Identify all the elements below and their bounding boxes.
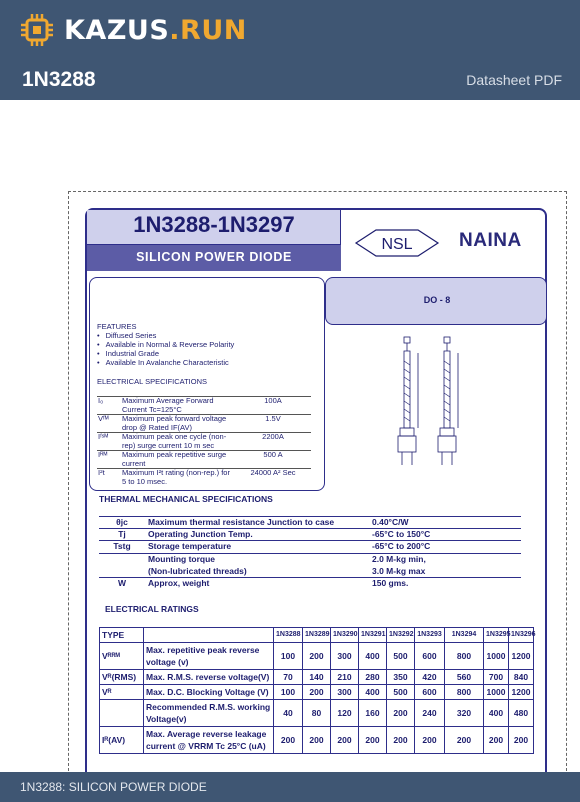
table-row: θjc Maximum thermal resistance Junction to case 0.40°C/W: [99, 517, 521, 529]
features-heading: FEATURES: [97, 322, 137, 331]
table-row: Iᴿ(AV) Max. Average reverse leakage current @ VRRM Tc 25°C (uA) 200 200 200 200 200 200 200 200 200: [100, 727, 534, 754]
table-row: Tstg Storage temperature -65°C to 200°C: [99, 541, 521, 553]
ratings-header-row: TYPE 1N3288 1N3289 1N3290 1N3291 1N3292 1N3293 1N3294 1N3295 1N3296: [100, 628, 534, 643]
ratings-table: [99, 627, 534, 754]
datasheet-label: Datasheet PDF: [466, 72, 562, 88]
table-row: Mounting torque 2.0 M-kg min,: [99, 553, 521, 565]
package-drawing: [390, 333, 480, 483]
feature-item: • Available In Avalanche Characteristic: [97, 358, 234, 367]
elec-spec-heading: ELECTRICAL SPECIFICATIONS: [97, 377, 208, 386]
features-list: [97, 331, 234, 367]
doc-subtitle: SILICON POWER DIODE: [136, 250, 292, 264]
site-logo[interactable]: [20, 12, 247, 48]
thermal-heading: THERMAL MECHANICAL SPECIFICATIONS: [99, 494, 273, 504]
table-row: (Non-lubricated threads) 3.0 M-kg max: [148, 565, 426, 576]
thermal-table: [99, 516, 521, 590]
nsl-logo: [354, 228, 440, 258]
table-row: Vᴿᴿᴹ Max. repetitive peak reverse voltage (v) 100 200 300 400 500 600 800 1000 1200: [100, 643, 534, 670]
table-row: Tj Operating Junction Temp. -65°C to 150°C: [99, 529, 521, 541]
table-row: W Approx, weight 150 gms.: [99, 577, 521, 589]
subtitle-box: [87, 245, 341, 271]
footer-bar: [0, 772, 580, 802]
table-row: Vᶠᴹ Maximum peak forward voltage drop @ Rated IF(AV) 1.5V: [97, 415, 311, 433]
part-range: 1N3288-1N3297: [133, 212, 295, 237]
elec-spec-table: [97, 396, 311, 486]
table-row: I²t Maximum I²t rating (non-rep.) for 5 to 10 msec. 24000 A² Sec: [97, 469, 311, 487]
table-row: Iᴿᴹ Maximum peak repetitive surge current 500 A: [97, 451, 311, 469]
feature-item: • Diffused Series: [97, 331, 234, 340]
part-number-box: [87, 210, 341, 245]
page-title: 1N3288: [22, 68, 96, 91]
ratings-heading: ELECTRICAL RATINGS: [105, 604, 199, 614]
feature-item: • Industrial Grade: [97, 349, 234, 358]
footer-text: 1N3288: SILICON POWER DIODE: [20, 780, 207, 794]
table-row: Vᴿ(RMS) Max. R.M.S. reverse voltage(V) 70 140 210 280 350 420 560 700 840: [100, 670, 534, 685]
table-row: I₀ Maximum Average Forward Current Tc=125°C 100A: [97, 397, 311, 415]
top-bar: [0, 0, 580, 100]
package-box: [325, 277, 547, 325]
naina-logo: NAINA: [459, 230, 522, 251]
table-row: Vᴿ Max. D.C. Blocking Voltage (V) 100 200 300 400 500 600 800 1000 1200: [100, 685, 534, 700]
table-row: Iᶠˢᴹ Maximum peak one cycle (non-rep) surge current 10 m sec 2200A: [97, 433, 311, 451]
feature-item: • Available in Normal & Reverse Polarity: [97, 340, 234, 349]
package-label: DO - 8: [423, 295, 451, 305]
chip-icon: [20, 13, 54, 47]
svg-text:NSL: NSL: [381, 236, 413, 253]
logo-text: KAZUS.RUN: [64, 14, 247, 46]
table-row: Recommended R.M.S. working Voltage(v) 40 80 120 160 200 240 320 400 480: [100, 700, 534, 727]
